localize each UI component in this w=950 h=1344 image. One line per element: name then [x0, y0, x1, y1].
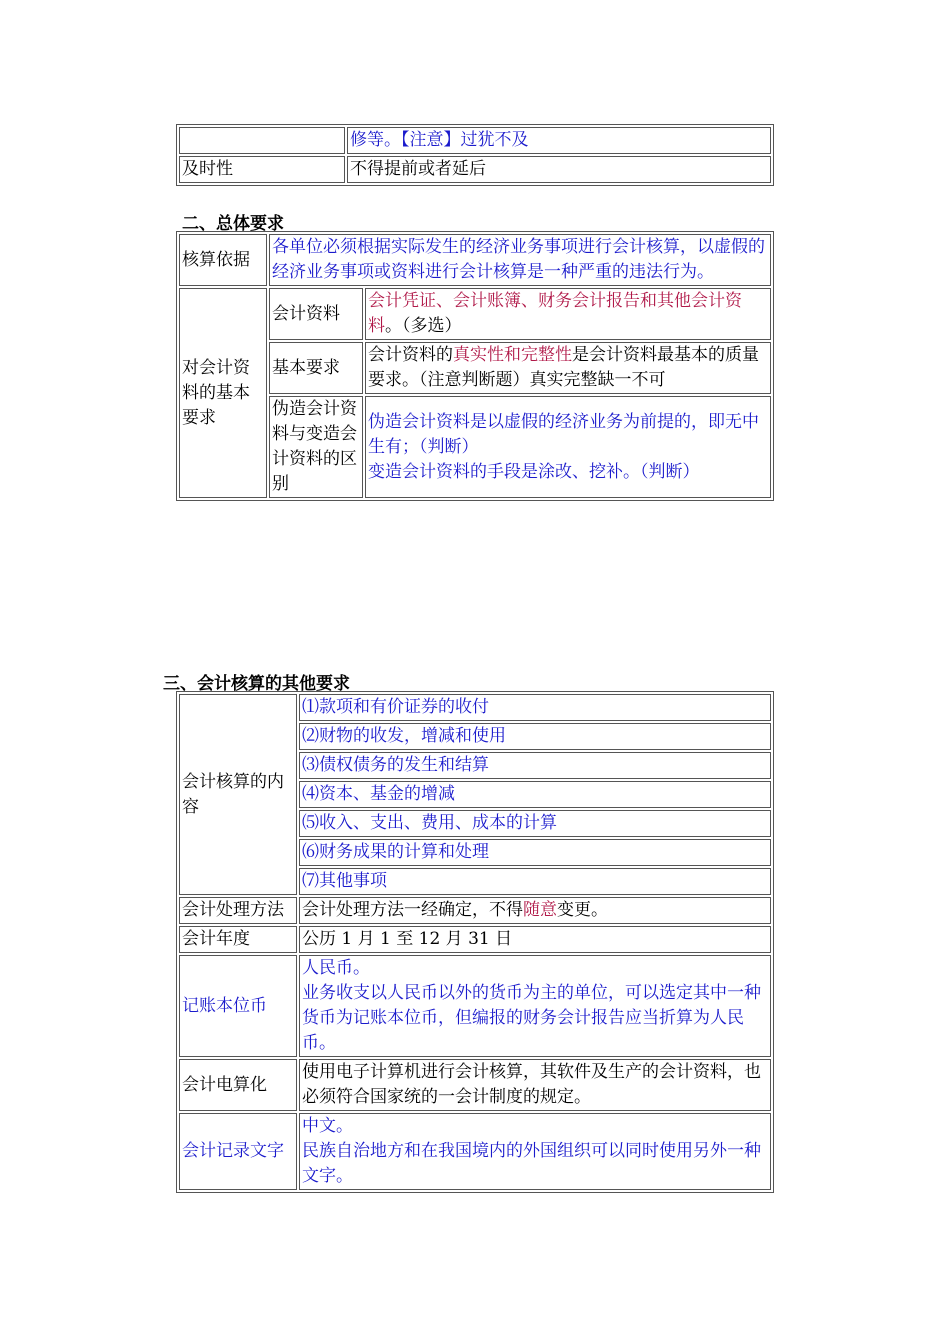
row-value: [365, 342, 771, 394]
language-line: 民族自治地方和在我国境内的外国组织可以同时使用另外一种文字。: [302, 1141, 761, 1186]
list-item: ⑹财务成果的计算和处理: [299, 839, 771, 866]
row-label: 会计电算化: [179, 1059, 297, 1111]
table-cell: [347, 127, 771, 154]
other-requirements-table: [176, 691, 774, 1193]
group-label: 对会计资料的基本要求: [179, 288, 267, 498]
table-row: [179, 288, 771, 340]
list-item: ⑴款项和有价证券的收付: [299, 694, 771, 721]
table-row: [179, 234, 771, 286]
highlight-text: 会计凭证、会计账簿、财务会计报告和其他会计资料: [368, 291, 742, 336]
list-item: ⑷资本、基金的增减: [299, 781, 771, 808]
timeliness-table: [176, 124, 774, 186]
row-label: 会计记录文字: [179, 1113, 297, 1190]
row-value: 不得提前或者延后: [347, 156, 771, 183]
table-row: [179, 156, 771, 183]
general-requirements-table: [176, 231, 774, 501]
plain-text: 是会计资料最基本的质量要求。（注意判断题）真实完整缺一不可: [368, 345, 759, 390]
note-text: 修等。: [350, 130, 401, 150]
note-highlight: 【注意】过犹不及: [401, 130, 529, 150]
plain-text: 变更。: [557, 900, 608, 920]
row-value: [365, 288, 771, 340]
table-row: [179, 127, 771, 154]
table-row: [179, 342, 771, 394]
plain-text: 会计资料的: [368, 345, 453, 365]
row-label: 会计资料: [269, 288, 363, 340]
row-value: 使用电子计算机进行会计核算，其软件及生产的会计资料，也必须符合国家统的一会计制度的规定。: [299, 1059, 771, 1111]
list-item: ⑶债权债务的发生和结算: [299, 752, 771, 779]
row-value: [365, 396, 771, 498]
plain-text: 会计处理方法一经确定，不得: [302, 900, 523, 920]
list-item: ⑺其他事项: [299, 868, 771, 895]
row-value: [299, 955, 771, 1057]
table-row: [179, 897, 771, 924]
currency-line: 业务收支以人民币以外的货币为主的单位，可以选定其中一种货币为记账本位币，但编报的财务会计报告应当折算为人民币。: [302, 983, 761, 1053]
row-label: 伪造会计资料与变造会计资料的区别: [269, 396, 363, 498]
diff-line: 变造会计资料的手段是涂改、挖补。（判断）: [368, 461, 700, 482]
highlight-text: 随意: [523, 900, 557, 920]
table-row: [179, 396, 771, 498]
table-row: [179, 1059, 771, 1111]
section-heading: 三、会计核算的其他要求: [163, 674, 350, 694]
row-label: 核算依据: [179, 234, 267, 286]
row-value: [299, 897, 771, 924]
row-label: 及时性: [179, 156, 345, 183]
table-row: [179, 955, 771, 1057]
row-value: 公历 1 月 1 至 12 月 31 日: [299, 926, 771, 953]
row-value: [299, 1113, 771, 1190]
row-label: 会计核算的内容: [179, 694, 297, 895]
diff-line: 伪造会计资料是以虚假的经济业务为前提的，即无中生有；（判断）: [368, 411, 759, 457]
list-item: ⑵财物的收发，增减和使用: [299, 723, 771, 750]
row-label: 基本要求: [269, 342, 363, 394]
language-line: 中文。: [302, 1116, 353, 1136]
row-label: 记账本位币: [179, 955, 297, 1057]
highlight-text: 真实性和完整性: [453, 345, 572, 365]
plain-text: 。（多选）: [385, 316, 462, 336]
section-heading: 二、总体要求: [182, 214, 284, 234]
table-row: [179, 1113, 771, 1190]
table-cell: [179, 127, 345, 154]
row-value: 各单位必须根据实际发生的经济业务事项进行会计核算，以虚假的经济业务事项或资料进行会计核算是一种严重的违法行为。: [269, 234, 771, 286]
table-row: [179, 926, 771, 953]
row-label: 会计处理方法: [179, 897, 297, 924]
row-label: 会计年度: [179, 926, 297, 953]
list-item: ⑸收入、支出、费用、成本的计算: [299, 810, 771, 837]
table-row: [179, 694, 771, 721]
currency-line: 人民币。: [302, 958, 370, 978]
